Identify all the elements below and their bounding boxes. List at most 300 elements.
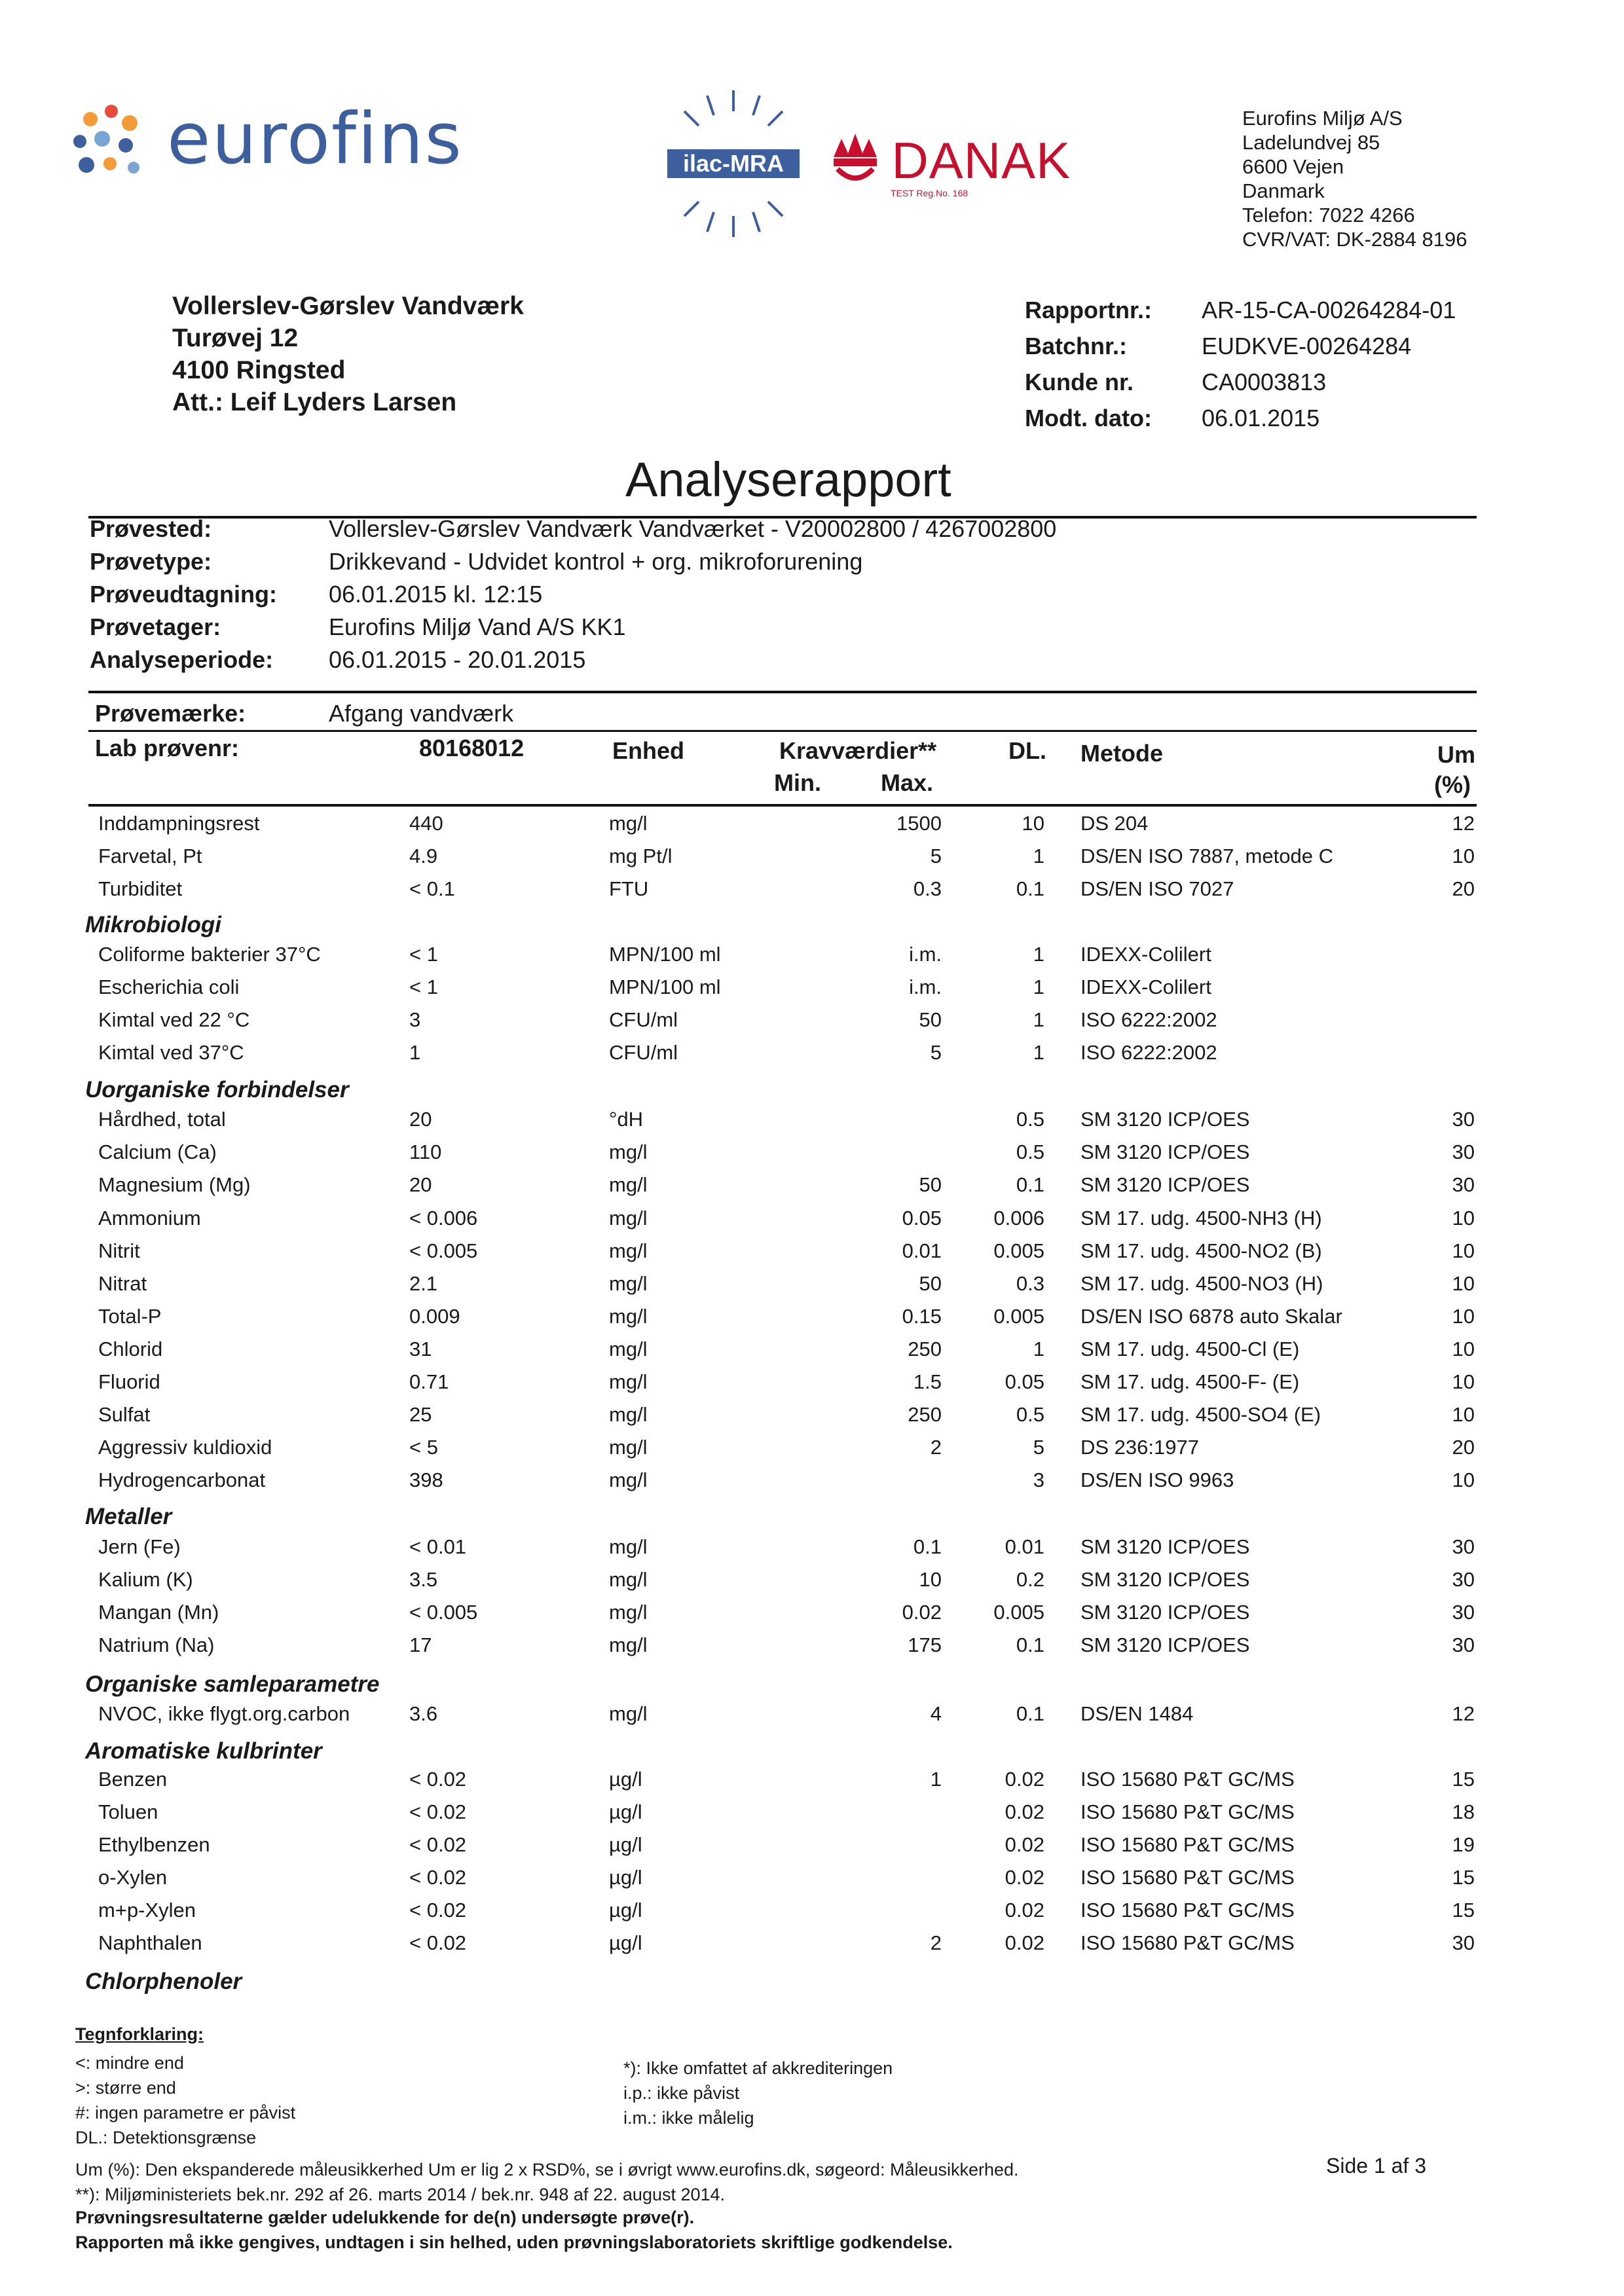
unit-value: µg/l xyxy=(609,1899,642,1922)
unit-value: mg/l xyxy=(609,812,648,835)
ref-label: Rapportnr.: xyxy=(1025,297,1152,323)
unit-value: µg/l xyxy=(609,1800,642,1823)
lab-no-value: 80168012 xyxy=(419,735,525,761)
result-value: 110 xyxy=(409,1140,442,1163)
ref-label: Kunde nr. xyxy=(1025,369,1134,395)
method-value: DS/EN ISO 7887, metode C xyxy=(1080,845,1333,867)
ref-label: Batchnr.: xyxy=(1025,333,1128,359)
parameter-name: Ethylbenzen xyxy=(98,1833,210,1856)
table-row xyxy=(0,1436,1624,1468)
company-line: Eurofins Miljø A/S xyxy=(1242,107,1403,130)
uncertainty-value: 10 xyxy=(1452,1239,1475,1262)
detection-limit-value: 0.2 xyxy=(1016,1568,1044,1591)
uncertainty-value: 10 xyxy=(1452,1338,1475,1360)
parameter-name: Aggressiv kuldioxid xyxy=(98,1436,272,1459)
table-row xyxy=(0,845,1624,877)
unit-value: mg/l xyxy=(609,1568,648,1591)
sample-mark-value: Afgang vandværk xyxy=(329,700,514,727)
uncertainty-value: 10 xyxy=(1452,845,1475,867)
danak-logo xyxy=(828,131,1071,198)
table-row xyxy=(0,1008,1624,1041)
unit-value: mg/l xyxy=(609,1436,648,1459)
table-row xyxy=(0,1899,1624,1931)
uncertainty-value: 10 xyxy=(1452,1305,1475,1328)
table-row xyxy=(0,943,1624,975)
detection-limit-value: 0.005 xyxy=(993,1239,1044,1262)
parameter-name: Toluen xyxy=(98,1800,158,1823)
table-row xyxy=(0,1866,1624,1899)
col-um-pct-header: (%) xyxy=(1434,771,1471,798)
col-dl-header: DL. xyxy=(1008,737,1046,764)
unit-value: mg/l xyxy=(609,1239,648,1262)
unit-value: mg/l xyxy=(609,1305,648,1328)
unit-value: mg/l xyxy=(609,1535,648,1558)
col-um-header: Um xyxy=(1437,741,1476,768)
parameter-name: Farvetal, Pt xyxy=(98,845,202,867)
result-value: < 0.01 xyxy=(409,1535,467,1558)
parameter-name: o-Xylen xyxy=(98,1866,168,1889)
col-unit-header: Enhed xyxy=(612,737,685,764)
uncertainty-value: 15 xyxy=(1452,1899,1475,1922)
detection-limit-value: 0.01 xyxy=(1005,1535,1044,1558)
copyright-note: Rapporten må ikke gengives, undtagen i sin helhed, uden prøvningslaboratoriets skriftlige godkendelse. xyxy=(75,2232,953,2252)
ilac-mra-seal-icon xyxy=(658,85,809,242)
uncertainty-value: 10 xyxy=(1452,1403,1475,1426)
result-value: 3 xyxy=(409,1008,421,1031)
method-value: DS/EN ISO 9963 xyxy=(1080,1468,1234,1491)
parameter-name: Coliforme bakterier 37°C xyxy=(98,943,321,966)
uncertainty-value: 30 xyxy=(1452,1108,1475,1131)
max-limit-value: 250 xyxy=(908,1338,942,1360)
uncertainty-value: 19 xyxy=(1452,1833,1475,1856)
method-value: SM 3120 ICP/OES xyxy=(1080,1173,1250,1196)
unit-value: µg/l xyxy=(609,1866,642,1889)
method-value: DS/EN 1484 xyxy=(1080,1702,1194,1725)
legend-item: *): Ikke omfattet af akkrediteringen xyxy=(623,2058,893,2078)
max-limit-value: 50 xyxy=(919,1173,942,1196)
company-line: Danmark xyxy=(1242,179,1325,202)
detection-limit-value: 1 xyxy=(1033,975,1044,998)
method-value: SM 17. udg. 4500-NO2 (B) xyxy=(1080,1239,1322,1262)
result-value: 1 xyxy=(409,1041,421,1064)
uncertainty-value: 10 xyxy=(1452,1272,1475,1295)
legend-item: i.p.: ikke påvist xyxy=(623,2083,740,2103)
max-limit-value: 5 xyxy=(930,1041,942,1064)
unit-value: mg/l xyxy=(609,1207,648,1230)
detection-limit-value: 0.02 xyxy=(1005,1931,1044,1954)
detection-limit-value: 0.005 xyxy=(993,1305,1044,1328)
parameter-name: Calcium (Ca) xyxy=(98,1140,217,1163)
eurofins-logo-icon xyxy=(71,103,156,189)
parameter-name: Natrium (Na) xyxy=(98,1633,215,1656)
max-limit-value: 1500 xyxy=(896,812,942,835)
parameter-name: Benzen xyxy=(98,1768,168,1791)
result-value: < 0.02 xyxy=(409,1768,467,1791)
validity-note: Prøvningsresultaterne gælder udelukkende for de(n) undersøgte prøve(r). xyxy=(75,2208,695,2227)
max-limit-value: 175 xyxy=(908,1633,942,1656)
recipient-address xyxy=(172,290,524,418)
parameter-name: Hårdhed, total xyxy=(98,1108,226,1131)
danak-reg-number: TEST Reg.No. 168 xyxy=(891,188,969,198)
legend-item: >: større end xyxy=(75,2078,176,2098)
result-value: < 0.02 xyxy=(409,1899,467,1922)
sample-mark xyxy=(90,697,1478,730)
max-limit-value: i.m. xyxy=(909,943,942,966)
detection-limit-value: 0.006 xyxy=(993,1207,1044,1230)
method-value: SM 3120 ICP/OES xyxy=(1080,1535,1250,1558)
max-limit-value: i.m. xyxy=(909,975,942,998)
method-value: SM 17. udg. 4500-Cl (E) xyxy=(1080,1338,1300,1360)
table-row xyxy=(0,1535,1624,1568)
parameter-name: Total-P xyxy=(98,1305,162,1328)
parameter-name: Kimtal ved 22 °C xyxy=(98,1008,250,1031)
detection-limit-value: 10 xyxy=(1022,812,1044,835)
result-value: < 0.02 xyxy=(409,1800,467,1823)
result-value: 440 xyxy=(409,812,443,835)
parameter-name: Kalium (K) xyxy=(98,1568,193,1591)
sample-mark-label: Prøvemærke: xyxy=(95,700,246,727)
parameter-name: Sulfat xyxy=(98,1403,151,1426)
detection-limit-value: 0.05 xyxy=(1005,1370,1044,1393)
result-value: < 0.02 xyxy=(409,1833,467,1856)
method-value: SM 17. udg. 4500-SO4 (E) xyxy=(1080,1403,1321,1426)
parameter-name: Chlorid xyxy=(98,1338,163,1360)
company-line: Telefon: 7022 4266 xyxy=(1242,204,1415,227)
report-title: Analyserapport xyxy=(625,452,951,507)
method-value: ISO 15680 P&T GC/MS xyxy=(1080,1768,1295,1791)
unit-value: FTU xyxy=(609,877,649,900)
recipient-line: 4100 Ringsted xyxy=(172,356,346,384)
result-value: 2.1 xyxy=(409,1272,438,1295)
unit-value: µg/l xyxy=(609,1931,642,1954)
result-value: 4.9 xyxy=(409,845,438,867)
uncertainty-value: 30 xyxy=(1452,1568,1475,1591)
result-value: 25 xyxy=(409,1403,432,1426)
meta-value: 06.01.2015 kl. 12:15 xyxy=(329,581,543,608)
detection-limit-value: 0.1 xyxy=(1016,877,1044,900)
unit-value: mg/l xyxy=(609,1173,648,1196)
detection-limit-value: 1 xyxy=(1033,845,1044,867)
legend-left xyxy=(75,2050,295,2150)
uncertainty-value: 30 xyxy=(1452,1140,1475,1163)
parameter-name: Inddampningsrest xyxy=(98,812,260,835)
max-limit-value: 10 xyxy=(919,1568,942,1591)
legend-item: #: ingen parametre er påvist xyxy=(75,2103,296,2123)
meta-value: Vollerslev-Gørslev Vandværk Vandværket - V20002800 / 4267002800 xyxy=(329,515,1057,542)
max-limit-value: 1 xyxy=(930,1768,942,1791)
company-line: Ladelundvej 85 xyxy=(1242,131,1380,154)
method-value: ISO 15680 P&T GC/MS xyxy=(1080,1931,1295,1954)
unit-value: CFU/ml xyxy=(609,1008,678,1031)
report-references xyxy=(1025,292,1456,436)
method-value: SM 17. udg. 4500-NH3 (H) xyxy=(1080,1207,1322,1230)
unit-value: MPN/100 ml xyxy=(609,975,721,998)
parameter-name: Escherichia coli xyxy=(98,975,240,998)
unit-value: mg/l xyxy=(609,1140,648,1163)
parameter-name: Nitrat xyxy=(98,1272,147,1295)
result-value: 3.6 xyxy=(409,1702,438,1725)
max-limit-value: 4 xyxy=(930,1702,942,1725)
detection-limit-value: 1 xyxy=(1033,1041,1044,1064)
result-value: < 5 xyxy=(409,1436,438,1459)
unit-value: mg/l xyxy=(609,1633,648,1656)
detection-limit-value: 0.02 xyxy=(1005,1866,1044,1889)
table-row xyxy=(0,975,1624,1008)
uncertainty-value: 20 xyxy=(1452,1436,1475,1459)
ref-value: EUDKVE-00264284 xyxy=(1202,333,1412,359)
method-value: SM 3120 ICP/OES xyxy=(1080,1601,1250,1624)
method-value: SM 3120 ICP/OES xyxy=(1080,1108,1250,1131)
divider xyxy=(88,730,1477,732)
parameter-name: Jern (Fe) xyxy=(98,1535,181,1558)
col-method-header: Metode xyxy=(1080,740,1163,767)
meta-label: Prøvetager: xyxy=(90,613,221,640)
method-value: IDEXX-Colilert xyxy=(1080,943,1211,966)
detection-limit-value: 0.5 xyxy=(1016,1403,1044,1426)
max-limit-value: 0.1 xyxy=(913,1535,942,1558)
unit-value: mg/l xyxy=(609,1338,648,1360)
method-value: SM 17. udg. 4500-NO3 (H) xyxy=(1080,1272,1323,1295)
detection-limit-value: 1 xyxy=(1033,1338,1044,1360)
section-heading: Aromatiske kulbrinter xyxy=(85,1738,322,1764)
detection-limit-value: 1 xyxy=(1033,943,1044,966)
legend-item: <: mindre end xyxy=(75,2053,184,2073)
uncertainty-value: 18 xyxy=(1452,1800,1475,1823)
eurofins-logo-text: eurofins xyxy=(167,98,463,180)
col-max-header: Max. xyxy=(881,769,934,796)
legend-item: DL.: Detektionsgrænse xyxy=(75,2128,257,2147)
table-row xyxy=(0,1601,1624,1633)
result-value: < 0.1 xyxy=(409,877,455,900)
meta-value: Eurofins Miljø Vand A/S KK1 xyxy=(329,613,626,640)
parameter-name: Fluorid xyxy=(98,1370,160,1393)
meta-value: Drikkevand - Udvidet kontrol + org. mikroforurening xyxy=(329,548,863,575)
max-limit-value: 0.15 xyxy=(902,1305,942,1328)
method-value: SM 17. udg. 4500-F- (E) xyxy=(1080,1370,1300,1393)
uncertainty-value: 10 xyxy=(1452,1207,1475,1230)
meta-label: Prøvetype: xyxy=(90,548,212,575)
method-value: ISO 15680 P&T GC/MS xyxy=(1080,1899,1295,1922)
section-heading: Metaller xyxy=(85,1504,172,1529)
unit-value: mg/l xyxy=(609,1468,648,1491)
method-value: SM 3120 ICP/OES xyxy=(1080,1633,1250,1656)
section-heading: Mikrobiologi xyxy=(85,912,222,938)
result-value: < 0.02 xyxy=(409,1931,467,1954)
ref-value: CA0003813 xyxy=(1202,369,1327,395)
method-value: DS/EN ISO 7027 xyxy=(1080,877,1234,900)
method-value: ISO 15680 P&T GC/MS xyxy=(1080,1833,1295,1856)
max-limit-value: 0.02 xyxy=(902,1601,942,1624)
method-value: DS/EN ISO 6878 auto Skalar xyxy=(1080,1305,1342,1328)
table-row xyxy=(0,1338,1624,1370)
max-limit-value: 5 xyxy=(930,845,942,867)
detection-limit-value: 0.1 xyxy=(1016,1173,1044,1196)
table-row xyxy=(0,1305,1624,1338)
unit-value: mg/l xyxy=(609,1403,648,1426)
unit-value: mg Pt/l xyxy=(609,845,673,867)
method-value: SM 3120 ICP/OES xyxy=(1080,1140,1250,1163)
max-limit-value: 250 xyxy=(908,1403,942,1426)
section-heading: Uorganiske forbindelser xyxy=(85,1077,349,1102)
ilac-label: ilac-MRA xyxy=(682,150,784,177)
parameter-name: Turbiditet xyxy=(98,877,183,900)
table-row xyxy=(0,1468,1624,1501)
max-limit-value: 2 xyxy=(930,1931,942,1954)
crown-icon xyxy=(828,131,882,192)
table-row xyxy=(0,877,1624,910)
unit-value: mg/l xyxy=(609,1370,648,1393)
uncertainty-value: 30 xyxy=(1452,1535,1475,1558)
company-line: CVR/VAT: DK-2884 8196 xyxy=(1242,228,1467,251)
parameter-name: Naphthalen xyxy=(98,1931,202,1954)
max-limit-value: 0.3 xyxy=(913,877,942,900)
parameter-name: Hydrogencarbonat xyxy=(98,1468,266,1491)
result-value: 31 xyxy=(409,1338,432,1360)
legend-item: i.m.: ikke målelig xyxy=(623,2108,754,2128)
meta-value: 06.01.2015 - 20.01.2015 xyxy=(329,646,586,673)
method-value: DS 236:1977 xyxy=(1080,1436,1199,1459)
table-row xyxy=(0,1931,1624,1964)
uncertainty-value: 30 xyxy=(1452,1931,1475,1954)
detection-limit-value: 0.1 xyxy=(1016,1702,1044,1725)
uncertainty-value: 10 xyxy=(1452,1370,1475,1393)
method-value: ISO 15680 P&T GC/MS xyxy=(1080,1866,1295,1889)
table-row xyxy=(0,1108,1624,1140)
col-min-header: Min. xyxy=(774,769,821,796)
max-limit-value: 0.01 xyxy=(902,1239,942,1262)
table-row xyxy=(0,812,1624,845)
detection-limit-value: 0.02 xyxy=(1005,1800,1044,1823)
table-row xyxy=(0,1800,1624,1833)
table-row xyxy=(0,1272,1624,1305)
detection-limit-value: 0.3 xyxy=(1016,1272,1044,1295)
table-row xyxy=(0,1403,1624,1436)
table-row xyxy=(0,1370,1624,1403)
recipient-line: Turøvej 12 xyxy=(172,324,299,352)
table-row xyxy=(0,1173,1624,1206)
parameter-name: Ammonium xyxy=(98,1207,201,1230)
parameter-name: Mangan (Mn) xyxy=(98,1601,219,1624)
detection-limit-value: 1 xyxy=(1033,1008,1044,1031)
parameter-name: Nitrit xyxy=(98,1239,140,1262)
table-row xyxy=(0,1702,1624,1735)
result-value: 3.5 xyxy=(409,1568,438,1591)
result-value: < 0.02 xyxy=(409,1866,467,1889)
result-value: 0.009 xyxy=(409,1305,460,1328)
uncertainty-value: 10 xyxy=(1452,1468,1475,1491)
max-limit-value: 1.5 xyxy=(913,1370,942,1393)
result-value: < 1 xyxy=(409,975,438,998)
detection-limit-value: 0.5 xyxy=(1016,1140,1044,1163)
result-value: 398 xyxy=(409,1468,443,1491)
parameter-name: Kimtal ved 37°C xyxy=(98,1041,244,1064)
parameter-name: NVOC, ikke flygt.org.carbon xyxy=(98,1702,350,1725)
meta-label: Prøveudtagning: xyxy=(90,581,277,608)
um-note: Um (%): Den ekspanderede måleusikkerhed Um er lig 2 x RSD%, se i øvrigt www.eurofins.dk, søgeord: Måleusikkerhed. xyxy=(75,2160,1019,2179)
result-value: 17 xyxy=(409,1633,432,1656)
unit-value: mg/l xyxy=(609,1272,648,1295)
uncertainty-value: 30 xyxy=(1452,1633,1475,1656)
uncertainty-value: 20 xyxy=(1452,877,1475,900)
unit-value: mg/l xyxy=(609,1702,648,1725)
lab-no-label: Lab prøvenr: xyxy=(95,735,240,761)
detection-limit-value: 5 xyxy=(1033,1436,1044,1459)
col-limits-header: Kravværdier** xyxy=(779,737,937,764)
method-value: ISO 6222:2002 xyxy=(1080,1008,1217,1031)
unit-value: °dH xyxy=(609,1108,644,1131)
table-row xyxy=(0,1768,1624,1800)
result-value: 0.71 xyxy=(409,1370,449,1393)
result-value: 20 xyxy=(409,1173,432,1196)
divider xyxy=(88,691,1477,693)
detection-limit-value: 0.5 xyxy=(1016,1108,1044,1131)
section-heading: Organiske samleparametre xyxy=(85,1671,380,1697)
uncertainty-value: 30 xyxy=(1452,1601,1475,1624)
detection-limit-value: 0.02 xyxy=(1005,1833,1044,1856)
unit-value: µg/l xyxy=(609,1833,642,1856)
table-row xyxy=(0,1633,1624,1666)
unit-value: MPN/100 ml xyxy=(609,943,721,966)
uncertainty-value: 15 xyxy=(1452,1768,1475,1791)
max-limit-value: 50 xyxy=(919,1272,942,1295)
detection-limit-value: 0.005 xyxy=(993,1601,1044,1624)
table-row xyxy=(0,1140,1624,1173)
danak-name: DANAK xyxy=(891,132,1071,189)
meta-label: Prøvested: xyxy=(90,515,212,542)
ref-label: Modt. dato: xyxy=(1025,405,1152,431)
uncertainty-value: 30 xyxy=(1452,1173,1475,1196)
result-value: 20 xyxy=(409,1108,432,1131)
detection-limit-value: 0.02 xyxy=(1005,1768,1044,1791)
unit-value: µg/l xyxy=(609,1768,642,1791)
method-value: ISO 6222:2002 xyxy=(1080,1041,1217,1064)
detection-limit-value: 0.1 xyxy=(1016,1633,1044,1656)
method-value: SM 3120 ICP/OES xyxy=(1080,1568,1250,1591)
parameter-name: m+p-Xylen xyxy=(98,1899,196,1922)
detection-limit-value: 3 xyxy=(1033,1468,1044,1491)
table-row xyxy=(0,1568,1624,1601)
max-limit-value: 2 xyxy=(930,1436,942,1459)
section-heading: Chlorphenoler xyxy=(85,1969,242,1994)
method-value: IDEXX-Colilert xyxy=(1080,975,1211,998)
parameter-name: Magnesium (Mg) xyxy=(98,1173,251,1196)
result-value: < 0.006 xyxy=(409,1207,478,1230)
method-value: ISO 15680 P&T GC/MS xyxy=(1080,1800,1295,1823)
page-number: Side 1 af 3 xyxy=(1326,2154,1426,2178)
table-row xyxy=(0,1833,1624,1866)
meta-label: Analyseperiode: xyxy=(90,646,274,673)
unit-value: mg/l xyxy=(609,1601,648,1624)
uncertainty-value: 15 xyxy=(1452,1866,1475,1889)
result-value: < 0.005 xyxy=(409,1239,478,1262)
table-row xyxy=(0,1041,1624,1074)
company-line: 6600 Vejen xyxy=(1242,155,1344,178)
table-row xyxy=(0,1239,1624,1272)
recipient-line: Att.: Leif Lyders Larsen xyxy=(172,388,457,416)
recipient-line: Vollerslev-Gørslev Vandværk xyxy=(172,292,524,320)
legend-right xyxy=(623,2056,893,2130)
method-value: DS 204 xyxy=(1080,812,1149,835)
unit-value: CFU/ml xyxy=(609,1041,678,1064)
ref-value: AR-15-CA-00264284-01 xyxy=(1202,297,1456,323)
max-limit-value: 0.05 xyxy=(902,1207,942,1230)
divider xyxy=(88,804,1477,807)
table-row xyxy=(0,1207,1624,1239)
result-value: < 1 xyxy=(409,943,438,966)
sample-meta xyxy=(90,513,1478,683)
law-note: **): Miljøministeriets bek.nr. 292 af 26. marts 2014 / bek.nr. 948 af 22. august 2014. xyxy=(75,2185,726,2204)
result-value: < 0.005 xyxy=(409,1601,478,1624)
